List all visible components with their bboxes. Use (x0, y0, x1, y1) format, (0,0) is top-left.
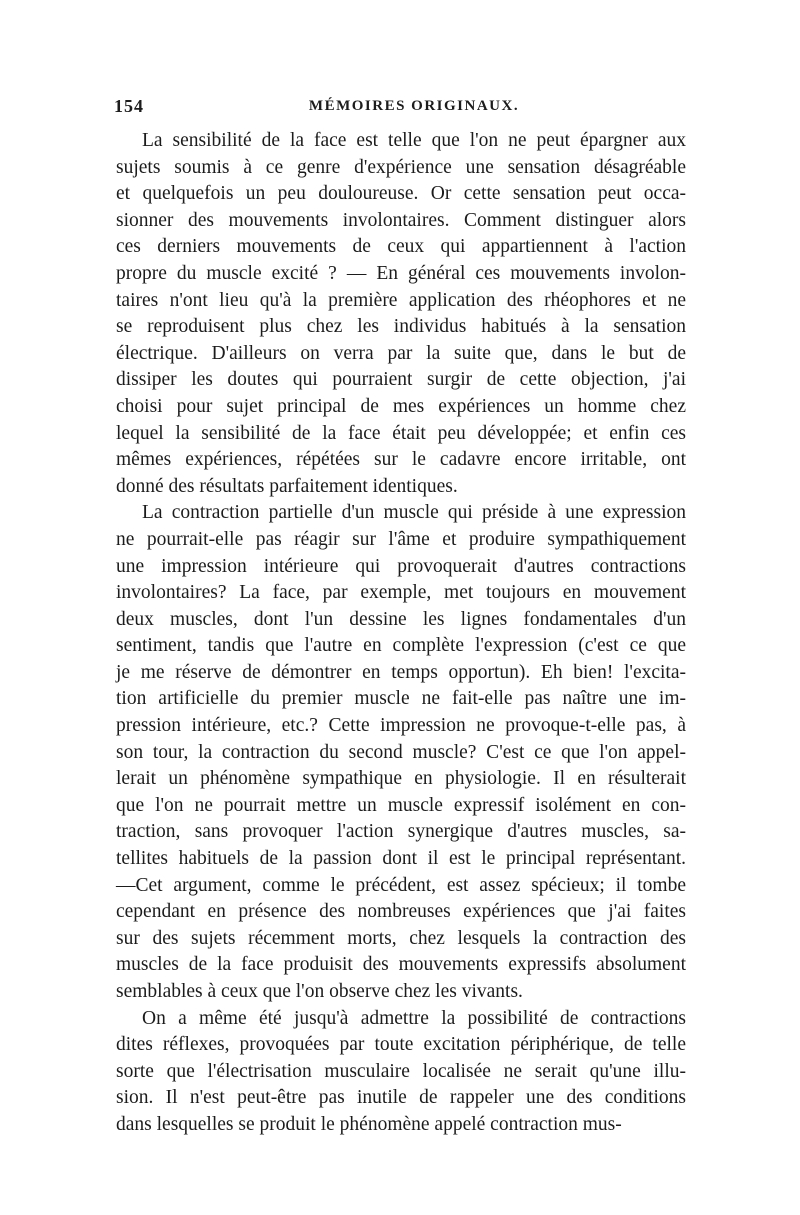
text-line: sentiment, tandis que l'autre en complète l'expression (c'est ce que (116, 635, 686, 657)
page-header (114, 96, 714, 120)
text-line: choisi pour sujet principal de mes expériences un homme chez (116, 395, 686, 417)
text-line: son tour, la contraction du second muscle? C'est ce que l'on appel- (116, 741, 686, 763)
text-line: cependant en présence des nombreuses expériences que j'ai faites (116, 901, 686, 923)
text-line: lequel la sensibilité de la face était peu développée; et enfin ces (116, 422, 686, 444)
text-line: muscles de la face produisit des mouvements expressifs absolument (116, 954, 686, 976)
text-line: tellites habituels de la passion dont il est le principal représentant. (116, 848, 686, 870)
text-line: électrique. D'ailleurs on verra par la suite que, dans le but de (116, 342, 686, 364)
paragraph (116, 128, 686, 500)
text-line: que l'on ne pourrait mettre un muscle expressif isolément en con- (116, 794, 686, 816)
text-line: ne pourrait-elle pas réagir sur l'âme et produire sympathiquement (116, 528, 686, 550)
text-line: sujets soumis à ce genre d'expérience une sensation désagréable (116, 156, 686, 178)
text-line: sionner des mouvements involontaires. Comment distinguer alors (116, 209, 686, 231)
text-line: involontaires? La face, par exemple, met toujours en mouvement (116, 582, 686, 604)
text-line: une impression intérieure qui provoquerait d'autres contractions (116, 555, 686, 577)
text-line: lerait un phénomène sympathique en physiologie. Il en résulterait (116, 768, 686, 790)
paragraph (116, 500, 686, 1005)
text-line: —Cet argument, comme le précédent, est assez spécieux; il tombe (116, 874, 686, 896)
running-title: MÉMOIRES ORIGINAUX. (308, 98, 520, 114)
text-line: La contraction partielle d'un muscle qui préside à une expression (142, 502, 686, 524)
text-line: je me réserve de démontrer en temps opportun). Eh bien! l'excita- (116, 661, 686, 683)
text-line: La sensibilité de la face est telle que l'on ne peut épargner aux (142, 130, 686, 151)
text-line: On a même été jusqu'à admettre la possibilité de contractions (142, 1007, 686, 1029)
text-line: tion artificielle du premier muscle ne fait-elle pas naître une im- (116, 688, 686, 710)
text-line: sorte que l'électrisation musculaire localisée ne serait qu'une illu- (116, 1060, 686, 1082)
text-line: se reproduisent plus chez les individus habitués à la sensation (116, 316, 686, 338)
text-line: sur des sujets récemment morts, chez lesquels la contraction des (116, 927, 686, 949)
text-line: dites réflexes, provoquées par toute excitation périphérique, de telle (116, 1034, 686, 1056)
text-line: deux muscles, dont l'un dessine les lignes fondamentales d'un (116, 608, 686, 630)
text-line: et quelquefois un peu douloureuse. Or cette sensation peut occa- (116, 183, 686, 205)
page-number: 154 (114, 96, 144, 116)
text-line: sion. Il n'est peut-être pas inutile de rappeler une des conditions (116, 1087, 686, 1109)
text-line: taires n'ont lieu qu'à la première application des rhéophores et ne (116, 289, 686, 311)
text-line: dans lesquelles se produit le phénomène appelé contraction mus- (116, 1113, 622, 1135)
paragraph (116, 1006, 686, 1139)
body-text (116, 128, 686, 1139)
text-line: pression intérieure, etc.? Cette impression ne provoque-t-elle pas, à (116, 715, 686, 737)
text-line: mêmes expériences, répétées sur le cadavre encore irritable, ont (116, 449, 686, 471)
text-line: ces derniers mouvements de ceux qui appartiennent à l'action (116, 236, 686, 258)
text-line: dissiper les doutes qui pourraient surgir de cette objection, j'ai (116, 369, 686, 391)
text-line: traction, sans provoquer l'action synergique d'autres muscles, sa- (116, 821, 686, 843)
text-line: propre du muscle excité ? — En général ces mouvements involon- (116, 262, 686, 284)
text-line: semblables à ceux que l'on observe chez les vivants. (116, 981, 523, 1002)
text-line: donné des résultats parfaitement identiques. (116, 475, 458, 497)
